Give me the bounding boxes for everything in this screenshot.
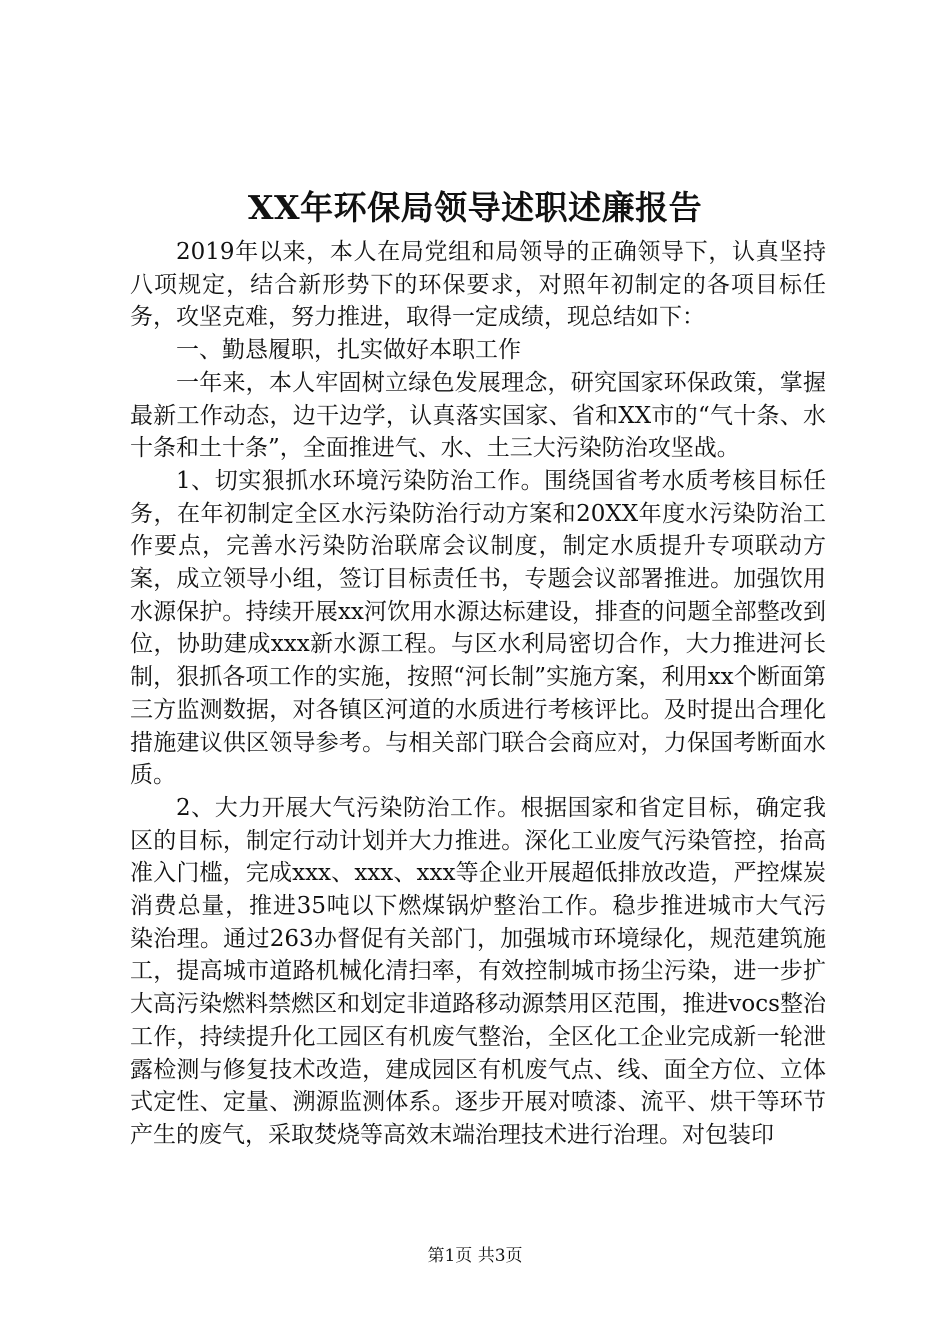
section-heading-1: 一、勤恳履职，扎实做好本职工作 [176,337,521,364]
paragraph-intro: 2019年以来，本人在局党组和局领导的正确领导下，认真坚持八项规定，结合新形势下的环保要求，对照年初制定的各项目标任务，攻坚克难，努力推进，取得一定成绩，现总结如下： [130,239,826,331]
page-title: XX年环保局领导述职述廉报告 [247,188,703,227]
paragraph-water: 1、切实狠抓水环境污染防治工作。围绕国省考水质考核目标任务，在年初制定全区水污染防治行动方案和20XX年度水污染防治工作要点，完善水污染防治联席会议制度，制定水质提升专项联动方案，成立领导小组，签订目标责任书，专题会议部署推进。加强饮用水源保护。持续开展xx河饮用水源达标建设，排查的问题全部整改到位，协助建成xxx新水源工程。与区水利局密切合作，大力推进河长制，狠抓各项工作的实施，按照“河长制”实施方案，利用xx个断面第三方监测数据，对各镇区河道的水质进行考核评比。及时提出合理化措施建议供区领导参考。与相关部门联合会商应对，力保国考断面水质。 [130,467,826,789]
document-body [130,236,826,1152]
paragraph-overview: 一年来，本人牢固树立绿色发展理念，研究国家环保政策，掌握最新工作动态，边干边学，认真落实国家、省和XX市的“气十条、水十条和土十条”，全面推进气、水、土三大污染防治攻坚战。 [130,369,826,462]
paragraph-air: 2、大力开展大气污染防治工作。根据国家和省定目标，确定我区的目标，制定行动计划并大力推进。深化工业废气污染管控，抬高准入门槛，完成xxx、xxx、xxx等企业开展超低排放改造，严控煤炭消费总量，推进35吨以下燃煤锅炉整治工作。稳步推进城市大气污染治理。通过263办督促有关部门，加强城市环境绿化，规范建筑施工，提高城市道路机械化清扫率，有效控制城市扬尘污染，进一步扩大高污染燃料禁燃区和划定非道路移动源禁用区范围，推进vocs整治工作，持续提升化工园区有机废气整治，全区化工企业完成新一轮泄露检测与修复技术改造，建成园区有机废气点、线、面全方位、立体式定性、定量、溯源监测体系。逐步开展对喷漆、流平、烘干等环节产生的废气，采取焚烧等高效末端治理技术进行治理。对包装印 [130,794,826,1148]
page-footer: 第1页 共3页 [427,1246,523,1266]
